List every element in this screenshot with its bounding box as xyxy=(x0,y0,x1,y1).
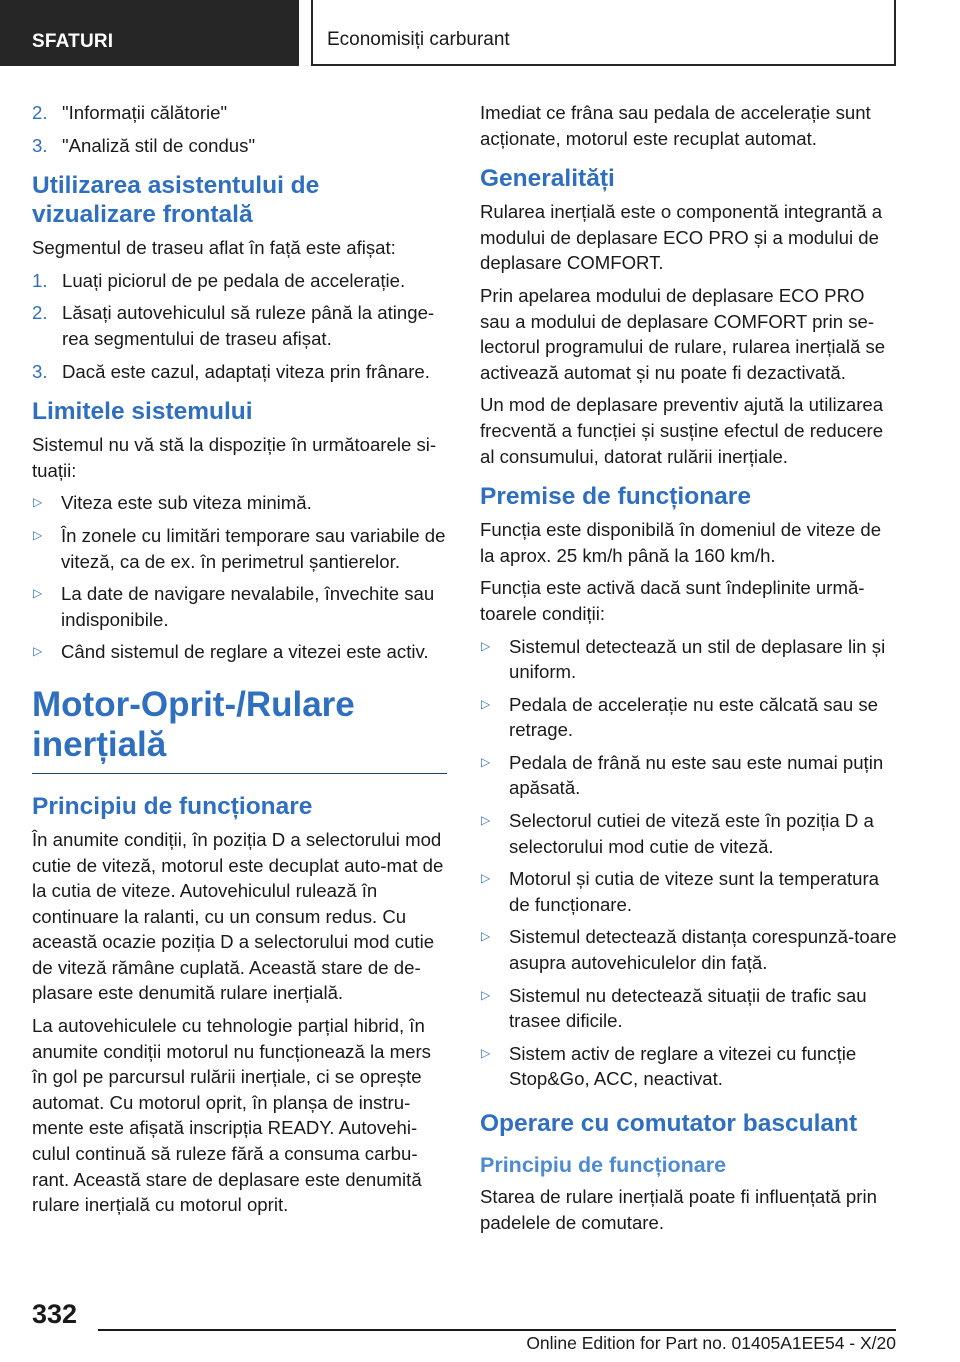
triangle-bullet-icon: ▷ xyxy=(481,754,491,769)
chapter-heading: Motor-Oprit-/Rulare inerțială xyxy=(32,685,447,774)
paragraph: Starea de rulare inerțială poate fi influențată prin padelele de comutare. xyxy=(480,1186,877,1233)
list-item xyxy=(32,100,447,126)
paragraph: Funcția este activă dacă sunt îndeplinite urmă-toarele condiții: xyxy=(480,577,865,624)
triangle-bullet-icon: ▷ xyxy=(481,871,491,886)
triangle-bullet-icon: ▷ xyxy=(33,495,43,510)
step-item xyxy=(32,300,447,351)
bullet-text: În zonele cu limitări temporare sau variabile de viteză, ca de ex. în perimetrul șantierelor. xyxy=(61,524,446,572)
bullet-item xyxy=(32,639,447,665)
edition-note: Online Edition for Part no. 01405A1EE54 - X/20 xyxy=(526,1333,896,1353)
bullet-item xyxy=(480,866,898,917)
bullet-text: Motorul și cutia de viteze sunt la temperatura de funcționare. xyxy=(509,868,879,915)
list-number: 2. xyxy=(32,102,48,123)
list-item xyxy=(32,133,447,159)
footer-divider xyxy=(98,1329,896,1331)
bullet-item xyxy=(480,634,898,685)
step-item xyxy=(32,268,447,294)
section-heading: Limitele sistemului xyxy=(32,398,253,426)
bullet-text: Când sistemul de reglare a vitezei este activ. xyxy=(61,641,429,663)
section-heading: Utilizarea asistentului de vizualizare frontală xyxy=(32,172,320,229)
step-text: Dacă este cazul, adaptați viteza prin frânare. xyxy=(62,360,430,382)
paragraph: Sistemul nu vă stă la dispoziție în următoarele si-tuații: xyxy=(32,434,437,481)
paragraph: În anumite condiții, în poziția D a selectorului mod cutie de viteză, motorul este decuplat auto-mat de la cutia de viteze. Autovehiculul rulează în continuare la ralanti, cu un consum redus. Cu această ocazie poziția D a selectorului mod cutie de viteză rămâne cuplată. Această stare de de-plasare este denumită rulare inerțială. xyxy=(32,828,444,1004)
step-number: 2. xyxy=(32,302,48,324)
paragraph: Prin apelarea modului de deplasare ECO PRO sau a modului de deplasare COMFORT prin se-lectorul programului de rulare, rularea inerțială se activează automat și nu poate fi dezactivată. xyxy=(480,284,886,383)
bullet-text: La date de navigare nevalabile, învechite sau indisponibile. xyxy=(61,583,435,630)
bullet-item xyxy=(480,983,898,1034)
paragraph: Imediat ce frâna sau pedala de accelerație sunt acționate, motorul este recuplat automat. xyxy=(480,102,871,149)
bullet-text: Sistemul detectează un stil de deplasare lin și uniform. xyxy=(509,635,886,683)
bullet-text: Sistemul detectează distanța corespunză-toare asupra autovehiculelor din față. xyxy=(509,926,897,974)
bullet-item xyxy=(480,1041,898,1092)
triangle-bullet-icon: ▷ xyxy=(481,1045,491,1060)
bullet-text: Viteza este sub viteza minimă. xyxy=(61,492,312,514)
step-number: 1. xyxy=(32,269,48,291)
triangle-bullet-icon: ▷ xyxy=(481,929,491,944)
step-text: Luați piciorul de pe pedala de accelerație. xyxy=(62,269,406,291)
paragraph: Rularea inerțială este o componentă integrantă a modului de deplasare ECO PRO și a modului de deplasare COMFORT. xyxy=(480,201,883,274)
step-number: 3. xyxy=(32,360,48,382)
triangle-bullet-icon: ▷ xyxy=(33,644,43,659)
subsection-heading: Principiu de funcționare xyxy=(480,1153,727,1177)
section-heading: Generalități xyxy=(480,165,615,193)
section-tab: SFATURI xyxy=(0,0,299,66)
list-text: "Informații călătorie" xyxy=(62,102,228,123)
list-number: 3. xyxy=(32,134,48,156)
bullet-item xyxy=(480,808,898,859)
bullet-text: Selectorul cutiei de viteză este în poziția D a selectorului mod cutie de viteză. xyxy=(509,810,874,857)
bullet-text: Pedala de accelerație nu este călcată sau se retrage. xyxy=(509,693,879,741)
triangle-bullet-icon: ▷ xyxy=(481,987,491,1002)
section-heading: Operare cu comutator basculant xyxy=(480,1110,858,1137)
page-number: 332 xyxy=(32,1299,78,1329)
triangle-bullet-icon: ▷ xyxy=(481,696,491,711)
triangle-bullet-icon: ▷ xyxy=(33,586,43,601)
step-text: Lăsați autovehiculul să ruleze până la atinge-rea segmentului de traseu afișat. xyxy=(62,302,435,349)
paragraph: Un mod de deplasare preventiv ajută la utilizarea frecventă a funcției și susține efectul de reducere al consumului, datorat rulării inerțiale. xyxy=(480,394,884,467)
list-text: "Analiză stil de condus" xyxy=(62,134,256,156)
right-column xyxy=(480,100,898,1242)
step-item xyxy=(32,359,447,385)
paragraph: La autovehiculele cu tehnologie parțial hibrid, în anumite condiții motorul nu funcționează la mers în gol pe parcursul rulării inerțiale, ci se oprește automat. Cu motorul oprit, în planșa de instru-mente este afișată inscripția READY. Autovehi-culul continuă să ruleze fără a consuma carbu-rant. Această stare de deplasare este denumită rulare inerțială cu motorul oprit. xyxy=(32,1015,431,1216)
chapter-title: Economisiți carburant xyxy=(311,0,896,66)
paragraph: Funcția este disponibilă în domeniul de viteze de la aprox. 25 km/h până la 160 km/h. xyxy=(480,519,882,566)
bullet-item xyxy=(32,490,447,516)
bullet-item xyxy=(480,692,898,743)
bullet-item xyxy=(480,924,898,975)
section-heading: Principiu de funcționare xyxy=(32,792,313,820)
bullet-item xyxy=(32,581,447,632)
triangle-bullet-icon: ▷ xyxy=(481,638,491,653)
bullet-item xyxy=(32,523,447,574)
bullet-text: Sistem activ de reglare a vitezei cu funcție Stop&Go, ACC, neactivat. xyxy=(509,1042,857,1090)
bullet-text: Sistemul nu detectează situații de trafic sau trasee dificile. xyxy=(509,984,867,1032)
section-heading: Premise de funcționare xyxy=(480,483,751,511)
bullet-text: Pedala de frână nu este sau este numai puțin apăsată. xyxy=(509,751,884,799)
paragraph: Segmentul de traseu aflat în față este afișat: xyxy=(32,237,396,259)
bullet-item xyxy=(480,750,898,801)
left-column xyxy=(32,100,447,1225)
page-header xyxy=(0,0,960,66)
triangle-bullet-icon: ▷ xyxy=(481,813,491,828)
triangle-bullet-icon: ▷ xyxy=(33,527,43,542)
